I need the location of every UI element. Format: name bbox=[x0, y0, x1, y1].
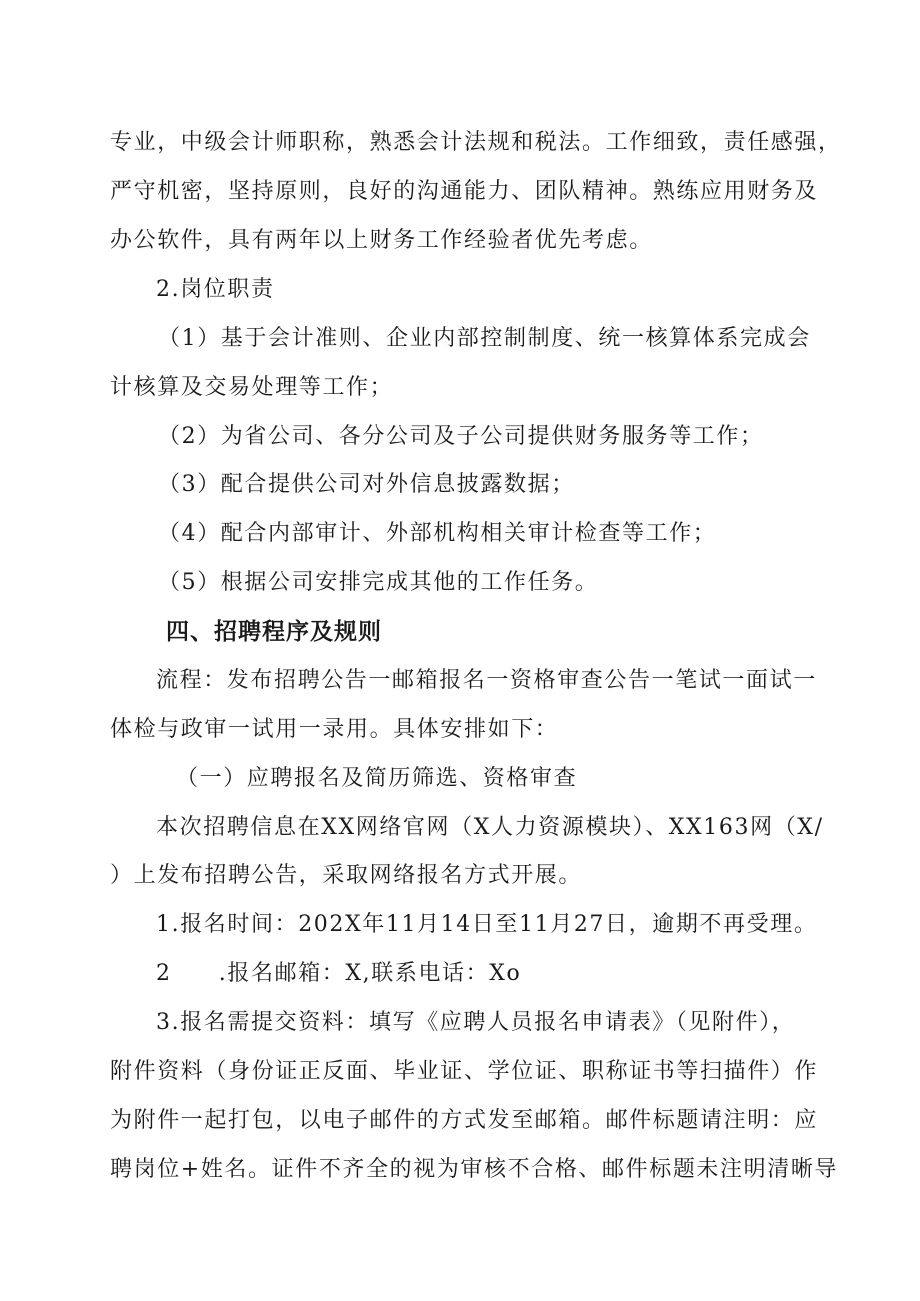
body-text-line: 体检与政审一试用一录用。具体安排如下： bbox=[110, 717, 559, 742]
body-text-line: 聘岗位+姓名。证件不齐全的视为审核不合格、邮件标题未注明清晰导 bbox=[110, 1157, 839, 1182]
body-text-line: 3.报名需提交资料：填写《应聘人员报名申请表》（见附件）， bbox=[156, 1010, 796, 1035]
body-text-line: 计核算及交易处理等工作； bbox=[110, 375, 394, 400]
body-text-line: 流程：发布招聘公告一邮箱报名一资格审查公告一笔试一面试一 bbox=[156, 668, 817, 693]
section-subheading: 2.岗位职责 bbox=[156, 277, 275, 302]
list-item: （2）为省公司、各分公司及子公司提供财务服务等工作； bbox=[158, 424, 764, 449]
body-text-line: 附件资料（身份证正反面、毕业证、学位证、职称证书等扫描件）作 bbox=[110, 1059, 819, 1084]
body-text-line: 本次招聘信息在XX网络官网（X人力资源模块）、XX163网（X/ bbox=[156, 815, 824, 840]
body-text-line: 专业，中级会计师职称，熟悉会计法规和税法。工作细致，责任感强， bbox=[110, 130, 842, 155]
body-text-line: 严守机密，坚持原则，良好的沟通能力、团队精神。熟练应用财务及 bbox=[110, 179, 819, 204]
list-item: （3）配合提供公司对外信息披露数据； bbox=[158, 472, 575, 497]
section-heading: 四、招聘程序及规则 bbox=[166, 619, 382, 645]
body-text-line: 2 .报名邮箱：X,联系电话：Xo bbox=[156, 961, 522, 986]
list-item: （1）基于会计准则、企业内部控制制度、统一核算体系完成会 bbox=[158, 326, 811, 351]
body-text-line: 1.报名时间：202X年11月14日至11月27日，逾期不再受理。 bbox=[156, 912, 818, 937]
list-item: （4）配合内部审计、外部机构相关审计检查等工作； bbox=[158, 521, 717, 546]
subsection-heading: （一）应聘报名及简历筛选、资格审查 bbox=[176, 766, 578, 791]
body-text-line: 办公软件，具有两年以上财务工作经验者优先考虑。 bbox=[110, 228, 653, 253]
list-item: （5）根据公司安排完成其他的工作任务。 bbox=[158, 570, 599, 595]
body-text-line: 为附件一起打包，以电子邮件的方式发至邮箱。邮件标题请注明：应 bbox=[110, 1108, 819, 1133]
body-text-line: ）上发布招聘公告，采取网络报名方式开展。 bbox=[110, 863, 583, 888]
